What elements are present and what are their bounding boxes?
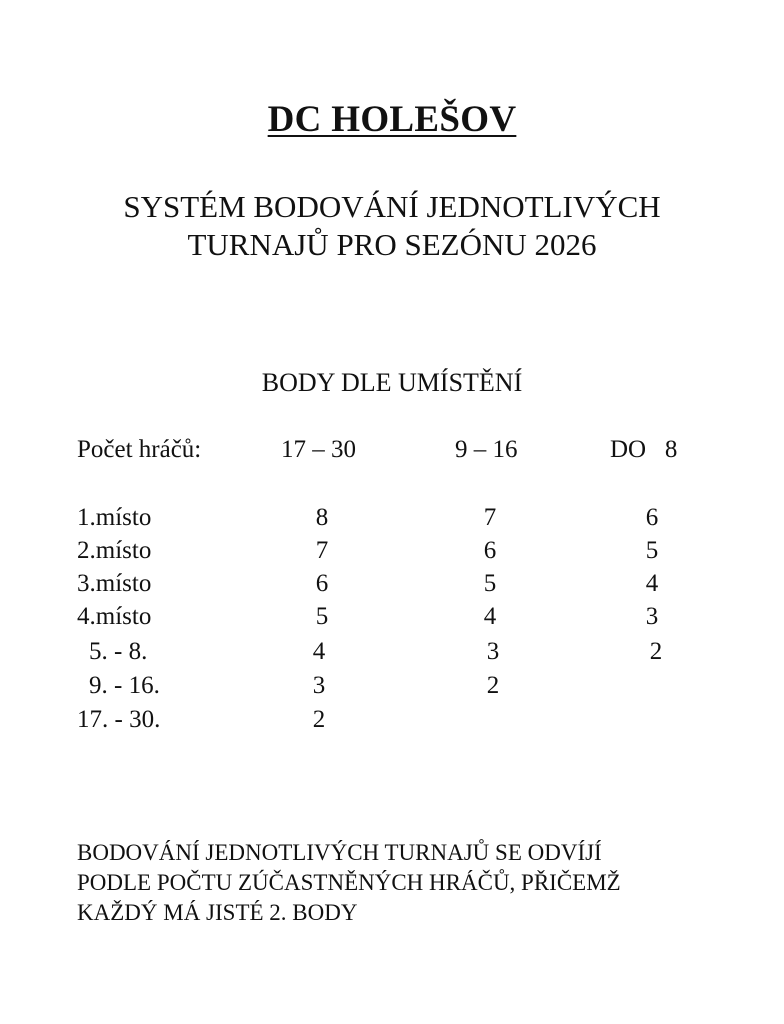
points-cell: 5 <box>645 537 659 564</box>
points-table-heading: BODY DLE UMÍSTĚNÍ <box>261 368 523 397</box>
points-cell: 6 <box>315 570 329 597</box>
points-cell: 2 <box>312 706 326 733</box>
subtitle-line-2: TURNAJŮ PRO SEZÓNU 2026 <box>187 227 597 262</box>
players-count-label: Počet hráčů: <box>77 436 202 463</box>
points-cell: 5 <box>315 603 329 630</box>
points-cell: 7 <box>315 537 329 564</box>
note-line-1: BODOVÁNÍ JEDNOTLIVÝCH TURNAJŮ SE ODVÍJÍ <box>77 840 602 865</box>
points-cell: 6 <box>483 537 497 564</box>
points-cell: 3 <box>486 638 500 665</box>
place-label: 2.místo <box>77 537 152 564</box>
points-cell: 3 <box>645 603 659 630</box>
note-line-3: KAŽDÝ MÁ JISTÉ 2. BODY <box>77 900 358 925</box>
points-cell: 2 <box>486 672 500 699</box>
scoring-note <box>77 838 737 928</box>
subtitle-line-1: SYSTÉM BODOVÁNÍ JEDNOTLIVÝCH <box>123 189 661 224</box>
place-label: 17. - 30. <box>77 706 161 733</box>
place-label: 1.místo <box>77 504 152 531</box>
points-cell: 8 <box>315 504 329 531</box>
column-header-17-30: 17 – 30 <box>281 436 356 463</box>
points-cell: 3 <box>312 672 326 699</box>
page-subtitle <box>0 188 784 264</box>
place-label: 5. - 8. <box>89 638 148 665</box>
points-cell: 4 <box>312 638 326 665</box>
points-cell: 5 <box>483 570 497 597</box>
place-label: 4.místo <box>77 603 152 630</box>
points-cell: 4 <box>483 603 497 630</box>
points-cell: 7 <box>483 504 497 531</box>
points-cell: 4 <box>645 570 659 597</box>
points-cell: 6 <box>645 504 659 531</box>
column-header-9-16: 9 – 16 <box>455 436 518 463</box>
page-title: DC HOLEŠOV <box>267 99 517 140</box>
place-label: 3.místo <box>77 570 152 597</box>
points-cell: 2 <box>649 638 663 665</box>
note-line-2: PODLE POČTU ZÚČASTNĚNÝCH HRÁČŮ, PŘIČEMŽ <box>77 870 621 895</box>
place-label: 9. - 16. <box>89 672 160 699</box>
column-header-do-8: DO 8 <box>610 436 678 463</box>
